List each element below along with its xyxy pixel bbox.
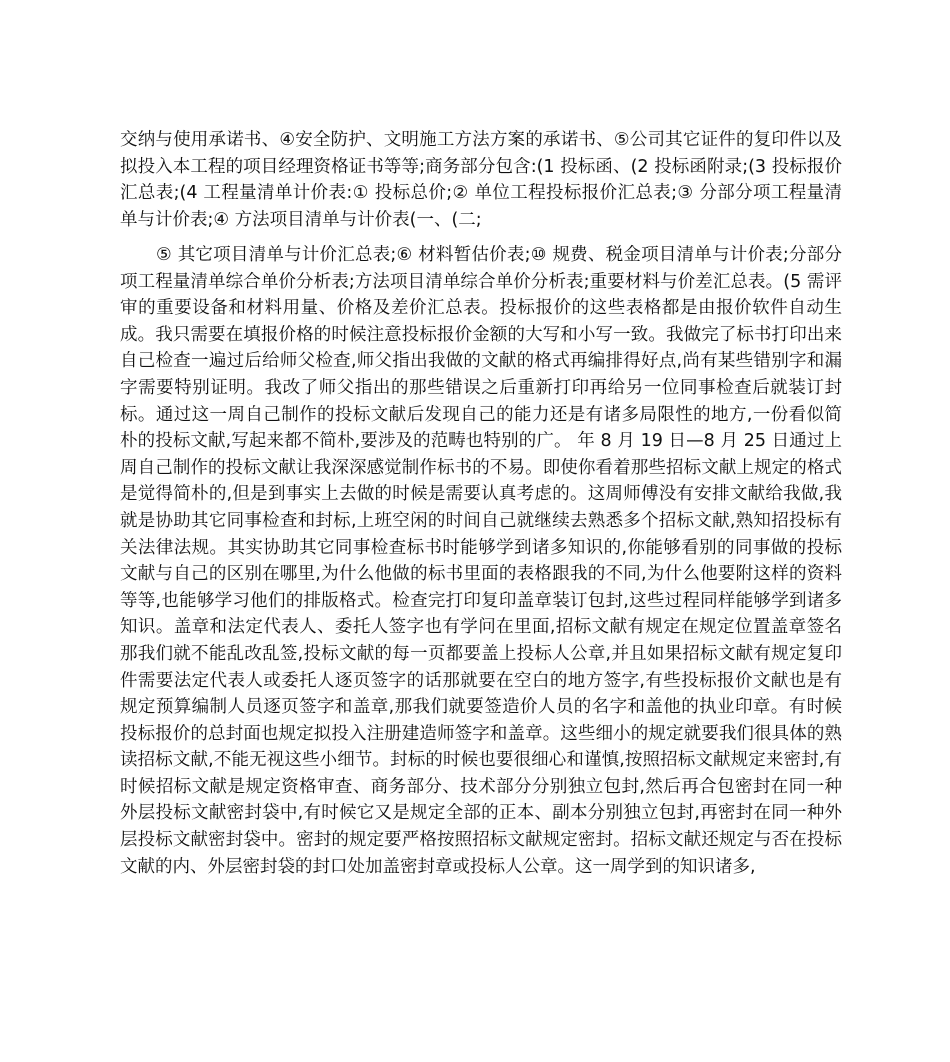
body-paragraph-2: ⑤ 其它项目清单与计价汇总表;⑥ 材料暂估价表;⑩ 规费、税金项目清单与计价表;分部分项工程量清单综合单价分析表;方法项目清单综合单价分析表;重要材料与价差汇总表。(5 需评审的重要设备和材料用量、价格及差价汇总表。投标报价的这些表格都是由报价软件自动生成。我只需要在填报价格的时候注意投标报价金额的大写和小写一致。我做完了标书打印出来自己检查一遍过后给师父检查,师父指出我做的文献的格式再编排得好点,尚有某些错别字和漏字需要特别证明。我改了师父指出的那些错误之后重新打印再给另一位同事检查后就装订封标。通过这一周自己制作的投标文献后发现自己的能力还是有诸多局限性的地方,一份看似简朴的投标文献,写起来都不简朴,要涉及的范畴也特别的广。 年 8 月 19 日—8 月 25 日通过上周自己制作的投标文献让我深深感觉制作标书的不易。即使你看着那些招标文献上规定的格式是觉得简朴的,但是到事实上去做的时候是需要认真考虑的。这周师傅没有安排文献给我做,我就是协助其它同事检查和封标,上班空闲的时间自己就继续去熟悉多个招标文献,熟知招投标有关法律法规。其实协助其它同事检查标书时能够学到诸多知识的,你能够看别的同事做的投标文献与自己的区别在哪里,为什么他做的标书里面的表格跟我的不同,为什么他要附这样的资料等等,也能够学习他们的排版格式。检查完打印复印盖章装订包封,这些过程同样能够学到诸多知识。盖章和法定代表人、委托人签字也有学问在里面,招标文献有规定在规定位置盖章签名那我们就不能乱改乱签,投标文献的每一页都要盖上投标人公章,并且如果招标文献有规定复印件需要法定代表人或委托人逐页签字的话那就要在空白的地方签字,有些投标报价文献也是有规定预算编制人员逐页签字和盖章,那我们就要签造价人员的名字和盖他的执业印章。有时候投标报价的总封面也规定拟投入注册建造师签字和盖章。这些细小的规定就要我们很具体的熟读招标文献,不能无视这些小细节。封标的时候也要很细心和谨慎,按照招标文献规定来密封,有时候招标文献是规定资格审查、商务部分、技术部分分别独立包封,然后再合包密封在同一种外层投标文献密封袋中,有时候它又是规定全部的正本、副本分别独立包封,再密封在同一种外层投标文献密封袋中。密封的规定要严格按照招标文献规定密封。招标文献还规定与否在投标文献的内、外层密封袋的封口处加盖密封章或投标人公章。这一周学到的知识诸多, bbox=[120, 245, 842, 877]
body-paragraph-1: 交纳与使用承诺书、④安全防护、文明施工方法方案的承诺书、⑤公司其它证件的复印件以及拟投入本工程的项目经理资格证书等等;商务部分包含:(1 投标函、(2 投标函附录;(3 投标报价汇总表;(4 工程量清单计价表:① 投标总价;② 单位工程投标报价汇总表;③ 分部分项工程量清单与计价表;④ 方法项目清单与计价表(一、(二; bbox=[120, 130, 842, 230]
